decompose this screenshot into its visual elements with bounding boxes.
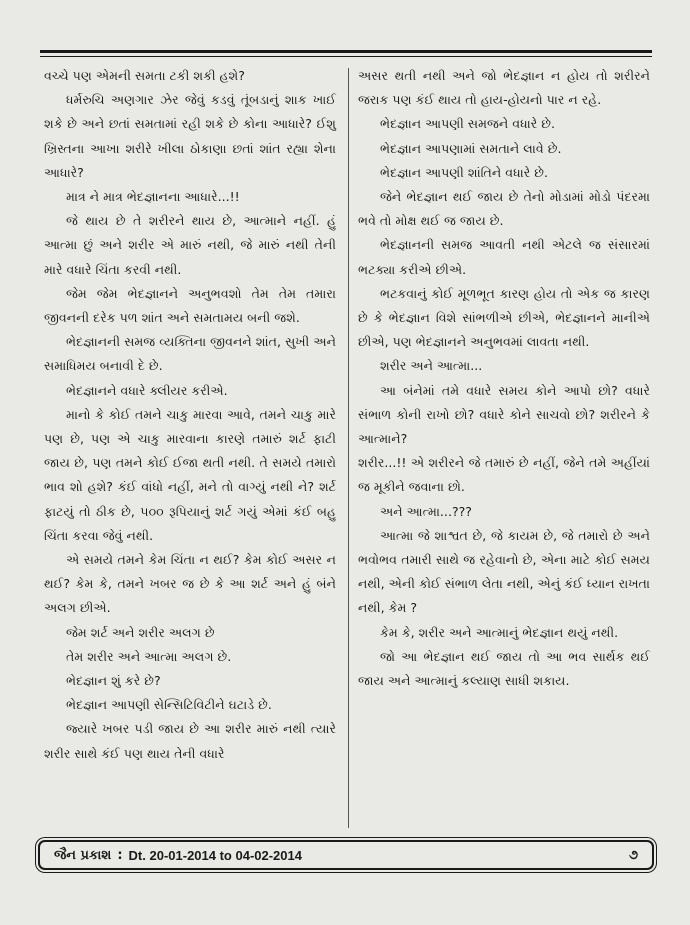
paragraph: અને આત્મા...??? xyxy=(380,503,472,519)
paragraph: ભેદજ્ઞાન આપણી સેન્સિટિવિટીને ઘટાડે છે. xyxy=(66,697,272,713)
paragraph: માત્ર ને માત્ર ભેદજ્ઞાનના આધારે...!! xyxy=(66,189,240,205)
paragraph: ધર્મરુચિ અણગાર ઝેર જેવું કડવું તૂંબડાનું શાક ખાઈ શકે છે અને છતાં સમતામાં રહી શકે છે કોના આધારે? ઈશુ ખ્રિસ્તના આખા શરીરે ખીલા ઠોકાણા છતાં શાંત રહ્યા શેના આધારે? xyxy=(44,92,336,180)
paragraph: ભટકવાનું કોઈ મૂળભૂત કારણ હોય તો એક જ કારણ છે કે ભેદજ્ઞાન વિશે સાંભળીએ છીએ, ભેદજ્ઞાનને માનીએ છીએ, પણ ભેદજ્ઞાનને અનુભવમાં લાવતા નથી. xyxy=(358,285,650,350)
page-footer xyxy=(38,840,654,870)
paragraph: ભેદજ્ઞાન આપણી સમજને વધારે છે. xyxy=(380,116,556,132)
paragraph: ભેદજ્ઞાન આપણી શાંતિને વધારે છે. xyxy=(380,164,549,180)
paragraph: જ્યારે ખબર પડી જાય છે આ શરીર મારું નથી ત્યારે શરીર સાથે કંઈ પણ થાય તેની વધારે xyxy=(44,721,336,761)
issue-date-range: Dt. 20-01-2014 to 04-02-2014 xyxy=(128,847,302,863)
paragraph: આ બંનેમાં તમે વધારે સમય કોને આપો છો? વધારે સંભાળ કોની રાખો છો? વધારે કોને સાચવો છો? શરીરને કે આત્માને? xyxy=(358,382,650,447)
paragraph: ભેદજ્ઞાન શું કરે છે? xyxy=(66,673,161,689)
paragraph: જે થાય છે તે શરીરને થાય છે, આત્માને નહીં. હું આત્મા છું અને શરીર એ મારું નથી, જે મારું નથી તેની મારે વધારે ચિંતા કરવી નથી. xyxy=(44,213,336,277)
paragraph: શરીર અને આત્મા... xyxy=(380,358,483,374)
paragraph: અસર થતી નથી અને જો ભેદજ્ઞાન ન હોય તો શરીરને જરાક પણ કંઈ થાય તો હાય-હોયનો પાર ન રહે. xyxy=(358,68,650,108)
paragraph: ભેદજ્ઞાનની સમજ વ્યક્તિના જીવનને શાંત, સુખી અને સમાધિમય બનાવી દે છે. xyxy=(44,334,336,374)
header-rule-thin xyxy=(40,56,652,57)
paragraph: કેમ કે, શરીર અને આત્માનું ભેદજ્ઞાન થયું નથી. xyxy=(380,624,619,640)
paragraph: તેમ શરીર અને આત્મા અલગ છે. xyxy=(66,648,232,664)
paragraph: વચ્ચે પણ એમની સમતા ટકી શકી હશે? xyxy=(44,68,245,83)
paragraph: એ સમયે તમને કેમ ચિંતા ન થઈ? કેમ કોઈ અસર ન થઈ? કેમ કે, તમને ખબર જ છે કે આ શર્ટ અને હું બંને અલગ છીએ. xyxy=(44,552,336,616)
paragraph: ભેદજ્ઞાનને વધારે ક્લીયર કરીએ. xyxy=(66,382,228,398)
paragraph: જો આ ભેદજ્ઞાન થઈ જાય તો આ ભવ સાર્થક થઈ જાય અને આત્માનું કલ્યાણ સાધી શકાય. xyxy=(358,648,650,689)
header-rule-thick xyxy=(40,50,652,53)
paragraph: જેને ભેદજ્ઞાન થઈ જાય છે તેનો મોડામાં મોડો પંદરમા ભવે તો મોક્ષ થઈ જ જાય છે. xyxy=(358,189,650,229)
left-text-column xyxy=(44,64,336,766)
paragraph: માનો કે કોઈ તમને ચાકુ મારવા આવે, તમને ચાકુ મારે પણ છે, પણ એ ચાકુ મારવાના કારણે તમારું શર્ટ ફાટી જાય છે, પણ તમને કોઈ ઈજા થતી નથી. તે સમયે તમારો ભાવ શો હશે? કંઈ વાંધો નહીં, મને તો વાગ્યું નથી ને? શર્ટ ફાટયું તો ઠીક છે, ૫૦૦ રૂપિયાનું શર્ટ ગયું એમાં કંઈ બહુ ચિંતા કરવા જેવું નથી. xyxy=(44,406,336,543)
paragraph: આત્મા જે શાશ્વત છે, જે કાયમ છે, જે તમારો છે અને ભવોભવ તમારી સાથે જ રહેવાનો છે, એના માટે કોઈ સમય નથી, એની કોઈ સંભાળ લેતા નથી, એનું કંઈ ધ્યાન રાખતા નથી, કેમ ? xyxy=(358,527,650,616)
paragraph: જેમ જેમ ભેદજ્ઞાનને અનુભવશો તેમ તેમ તમારા જીવનની દરેક પળ શાંત અને સમતામય બની જશે. xyxy=(44,285,336,326)
paragraph: જેમ શર્ટ અને શરીર અલગ છે xyxy=(66,624,215,640)
column-divider xyxy=(348,68,349,828)
footer-separator: : xyxy=(117,847,123,863)
paragraph: શરીર...!! એ શરીરને જે તમારું છે નહીં, જેને તમે અહીંયાં જ મૂકીને જવાના છો. xyxy=(358,455,650,495)
paragraph: ભેદજ્ઞાનની સમજ આવતી નથી એટલે જ સંસારમાં ભટક્યા કરીએ છીએ. xyxy=(358,237,650,277)
paragraph: ભેદજ્ઞાન આપણામાં સમતાને લાવે છે. xyxy=(380,140,562,156)
page-number: ૭ xyxy=(628,847,638,863)
right-text-column xyxy=(358,64,650,693)
publication-name: જૈન પ્રકાશ xyxy=(54,847,112,863)
